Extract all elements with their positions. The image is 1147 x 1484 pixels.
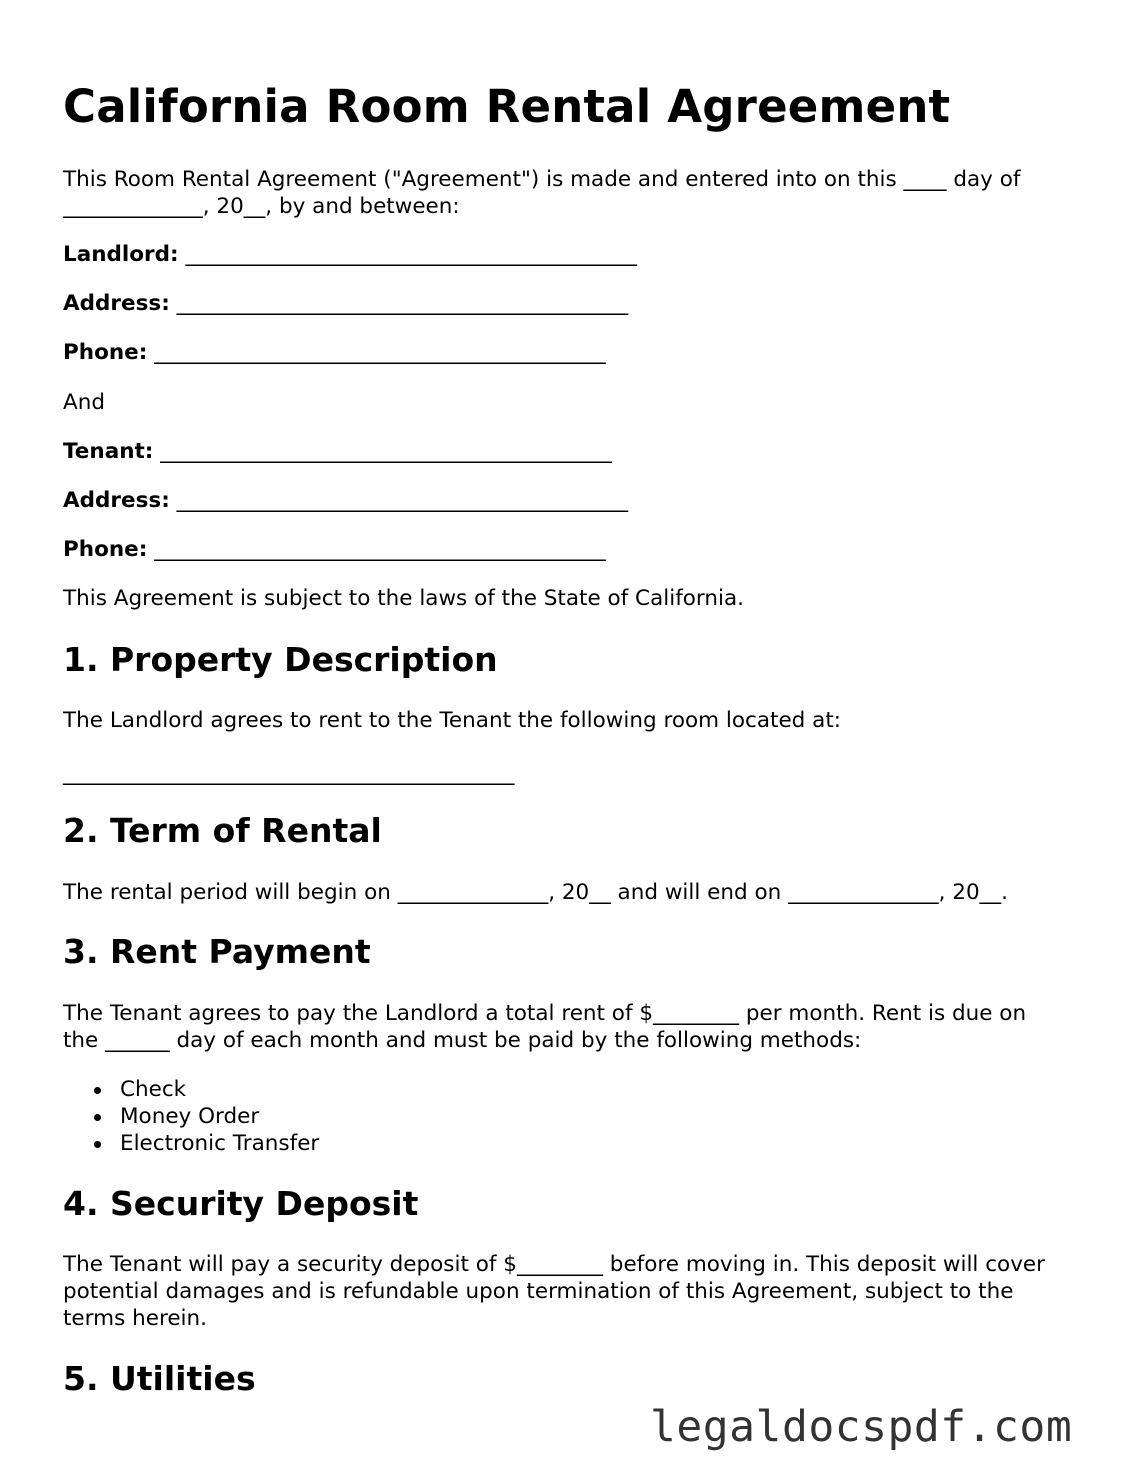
tenant-address-label: Address: bbox=[63, 488, 170, 513]
intro-line-1: This Room Rental Agreement ("Agreement") is made and entered into on this ____ day of bbox=[63, 167, 1021, 192]
tenant-name-blank[interactable]: __________________________________________ bbox=[160, 439, 612, 464]
landlord-name-blank[interactable]: __________________________________________ bbox=[185, 242, 637, 267]
landlord-name-label: Landlord: bbox=[63, 242, 179, 267]
landlord-phone-field[interactable] bbox=[63, 339, 606, 366]
tenant-address-blank[interactable]: __________________________________________ bbox=[176, 488, 629, 513]
section-property-heading: 1. Property Description bbox=[63, 640, 498, 679]
section-deposit-heading: 4. Security Deposit bbox=[63, 1184, 419, 1223]
intro-line-2: _____________, 20__, by and between: bbox=[63, 194, 460, 219]
list-item: Electronic Transfer bbox=[63, 1130, 319, 1157]
tenant-address-field[interactable] bbox=[63, 487, 628, 514]
section-deposit-text-line-2: potential damages and is refundable upon termination of this Agreement, subject to the bbox=[63, 1279, 1014, 1304]
governing-law-text: This Agreement is subject to the laws of the State of California. bbox=[63, 586, 744, 611]
section-rent-text-line-2: the ______ day of each month and must be paid by the following methods: bbox=[63, 1028, 862, 1053]
landlord-phone-label: Phone: bbox=[63, 340, 148, 365]
watermark: legaldocspdf.com bbox=[650, 1402, 1073, 1452]
landlord-address-field[interactable] bbox=[63, 290, 628, 317]
section-utilities-heading: 5. Utilities bbox=[63, 1359, 256, 1398]
list-item: Check bbox=[63, 1076, 319, 1103]
tenant-phone-label: Phone: bbox=[63, 537, 148, 562]
list-item: Money Order bbox=[63, 1103, 319, 1130]
section-deposit-text-line-1: The Tenant will pay a security deposit of $________ before moving in. This deposit will cover bbox=[63, 1252, 1045, 1277]
tenant-phone-field[interactable] bbox=[63, 536, 606, 563]
landlord-name-field[interactable] bbox=[63, 241, 637, 268]
section-rent-heading: 3. Rent Payment bbox=[63, 932, 371, 971]
landlord-address-label: Address: bbox=[63, 291, 170, 316]
section-property-text: The Landlord agrees to rent to the Tenant the following room located at: bbox=[63, 708, 842, 733]
and-text: And bbox=[63, 390, 105, 415]
landlord-phone-blank[interactable]: __________________________________________ bbox=[154, 340, 606, 365]
section-term-heading: 2. Term of Rental bbox=[63, 811, 382, 850]
document-title: California Room Rental Agreement bbox=[63, 80, 951, 133]
section-deposit-text-line-3: terms herein. bbox=[63, 1306, 207, 1331]
landlord-address-blank[interactable]: __________________________________________ bbox=[176, 291, 629, 316]
section-rent-text-line-1: The Tenant agrees to pay the Landlord a total rent of $________ per month. Rent is due on bbox=[63, 1001, 1027, 1026]
tenant-name-field[interactable] bbox=[63, 438, 612, 465]
payment-methods-list bbox=[63, 1076, 319, 1157]
section-term-text: The rental period will begin on ______________, 20__ and will end on ______________, 20__. bbox=[63, 880, 1008, 905]
property-address-blank[interactable]: __________________________________________ bbox=[63, 761, 515, 786]
tenant-name-label: Tenant: bbox=[63, 439, 154, 464]
tenant-phone-blank[interactable]: __________________________________________ bbox=[154, 537, 606, 562]
